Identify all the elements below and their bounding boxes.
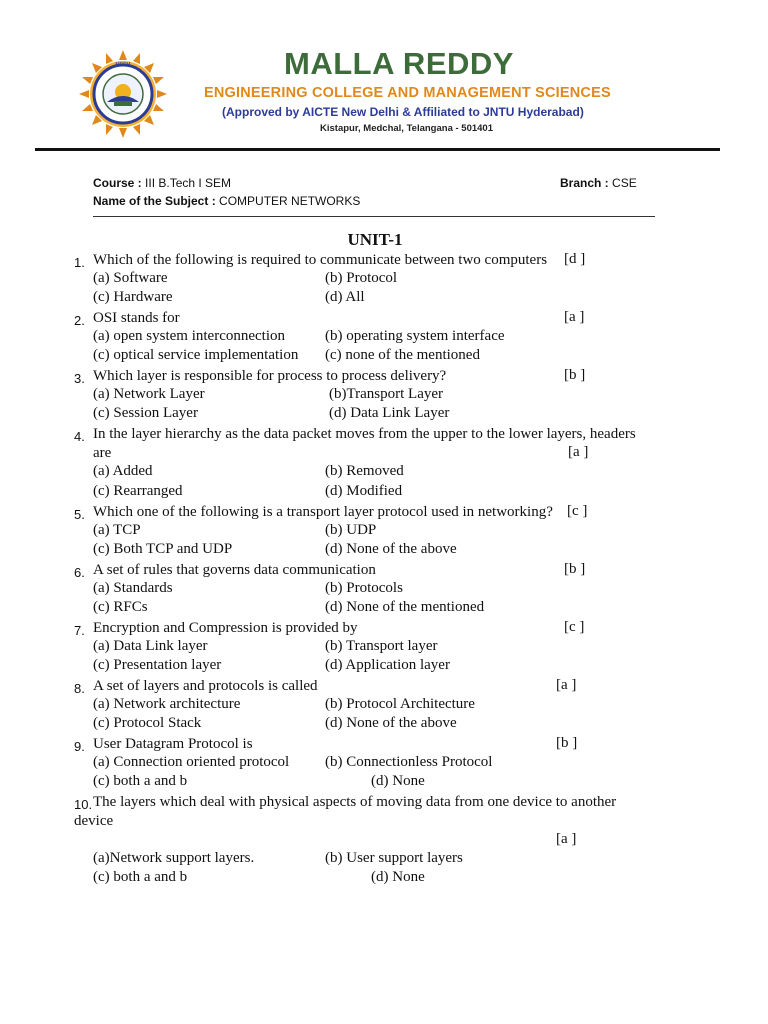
option-b: (b)Transport Layer [329, 386, 444, 402]
college-name: MALLA REDDY [284, 46, 514, 81]
option-d: (d) Data Link Layer [329, 405, 450, 421]
question-number: 7. [74, 623, 85, 638]
option-c: (c) Presentation layer [93, 657, 222, 673]
option-d: (d) None [371, 773, 425, 789]
answer-bracket: [b ] [564, 367, 586, 383]
option-b: (b) Protocol Architecture [325, 696, 475, 712]
answer-bracket: [a ] [556, 831, 577, 847]
question-text: Which layer is responsible for process to process delivery? [93, 368, 447, 384]
college-approval: (Approved by AICTE New Delhi & Affiliated to JNTU Hyderabad) [222, 105, 584, 119]
option-d: (d) None of the above [325, 715, 457, 731]
college-subtitle: ENGINEERING COLLEGE AND MANAGEMENT SCIENCES [204, 85, 611, 101]
question-number: 2. [74, 313, 85, 328]
answer-bracket: [c ] [564, 619, 585, 635]
answer-bracket: [a ] [568, 444, 589, 460]
option-d: (d) None of the mentioned [325, 599, 485, 615]
option-c: (c) Hardware [93, 289, 173, 305]
question-number: 10. [74, 797, 93, 812]
option-a: (a) TCP [93, 522, 141, 538]
option-c: (c) both a and b [93, 773, 188, 789]
answer-bracket: [b ] [556, 735, 578, 751]
option-b: (b) User support layers [325, 850, 463, 866]
question-number: 4. [74, 429, 85, 444]
option-c: (c) both a and b [93, 869, 188, 885]
course-info: Course : III B.Tech I SEM [93, 176, 232, 190]
header-divider [35, 148, 720, 151]
option-d: (d) Modified [325, 483, 403, 499]
option-d: (d) All [325, 289, 365, 305]
question-text: A set of layers and protocols is called [93, 678, 318, 694]
option-a: (a) Software [93, 270, 168, 286]
unit-title: UNIT-1 [347, 230, 403, 249]
question-number: 5. [74, 507, 85, 522]
option-b: (b) Protocol [325, 270, 398, 286]
option-d: (c) none of the mentioned [325, 347, 480, 363]
branch-info: Branch : CSE [560, 176, 637, 190]
option-b: (b) UDP [325, 522, 377, 538]
question-text: A set of rules that governs data communication [93, 562, 376, 578]
option-c: (c) Protocol Stack [93, 715, 202, 731]
question-number: 1. [74, 255, 85, 270]
question-number: 3. [74, 371, 85, 386]
option-d: (d) Application layer [325, 657, 450, 673]
question-text: Which one of the following is a transport layer protocol used in networking? [93, 504, 553, 520]
college-address: Kistapur, Medchal, Telangana - 501401 [320, 123, 493, 134]
option-b: (b) Removed [325, 463, 404, 479]
option-d: (d) None [371, 869, 425, 885]
option-b: (b) Connectionless Protocol [325, 754, 493, 770]
option-c: (c) optical service implementation [93, 347, 299, 363]
option-a: (a) Data Link layer [93, 638, 208, 654]
question-number: 8. [74, 681, 85, 696]
question-text: User Datagram Protocol is [93, 736, 253, 752]
answer-bracket: [d ] [564, 251, 586, 267]
option-a: (a) Connection oriented protocol [93, 754, 290, 770]
option-d: (d) None of the above [325, 541, 457, 557]
option-b: (b) operating system interface [325, 328, 505, 344]
question-text-continued: are [93, 445, 112, 461]
question-text: Which of the following is required to communicate between two computers [93, 252, 548, 268]
option-b: (b) Protocols [325, 580, 403, 596]
svg-text:MREM: MREM [115, 62, 131, 68]
answer-bracket: [b ] [564, 561, 586, 577]
question-text: The layers which deal with physical aspects of moving data from one device to another [93, 794, 617, 810]
answer-bracket: [a ] [556, 677, 577, 693]
option-a: (a) Network Layer [93, 386, 205, 402]
option-a: (a) Standards [93, 580, 173, 596]
option-b: (b) Transport layer [325, 638, 438, 654]
option-a: (a) Added [93, 463, 153, 479]
option-c: (c) RFCs [93, 599, 148, 615]
option-c: (c) Both TCP and UDP [93, 541, 233, 557]
college-logo-icon [70, 50, 176, 138]
question-number: 6. [74, 565, 85, 580]
question-number: 9. [74, 739, 85, 754]
option-c: (c) Session Layer [93, 405, 198, 421]
option-a: (a) open system interconnection [93, 328, 286, 344]
option-c: (c) Rearranged [93, 483, 183, 499]
option-a: (a) Network architecture [93, 696, 241, 712]
subject-info: Name of the Subject : COMPUTER NETWORKS [93, 194, 361, 208]
question-text: OSI stands for [93, 310, 180, 326]
question-text: In the layer hierarchy as the data packet moves from the upper to the lower layers, headers [93, 426, 636, 442]
option-a: (a)Network support layers. [93, 850, 255, 866]
answer-bracket: [c ] [567, 503, 588, 519]
meta-divider [93, 216, 655, 217]
question-text-continued: device [74, 813, 114, 829]
question-text: Encryption and Compression is provided by [93, 620, 358, 636]
answer-bracket: [a ] [564, 309, 585, 325]
